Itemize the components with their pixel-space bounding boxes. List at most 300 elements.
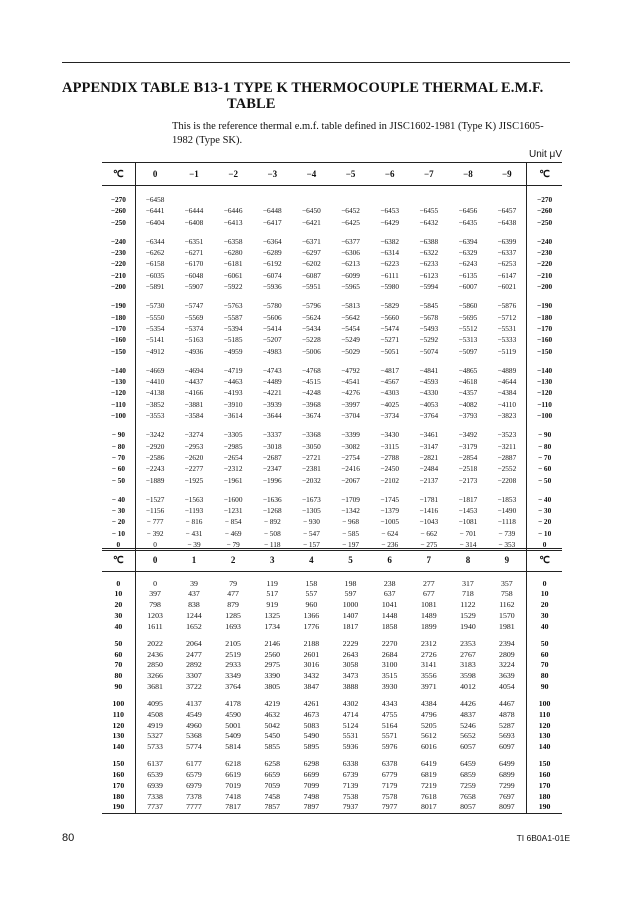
- temperature-cell: 40: [114, 621, 123, 631]
- emf-cell: −1156: [135, 505, 174, 516]
- emf-cell: 6057: [460, 742, 476, 751]
- emf-cell: −6358: [223, 236, 243, 246]
- emf-cell: −6453: [380, 206, 400, 216]
- emf-cell: −3274: [184, 430, 204, 440]
- group-spacer: [102, 357, 562, 365]
- emf-cell: −6322: [419, 248, 439, 258]
- emf-cell: 5124: [342, 720, 359, 730]
- temperature-cell: 120: [538, 720, 551, 730]
- emf-cell: −4912: [135, 346, 174, 357]
- emf-cell: −4303: [380, 388, 400, 398]
- emf-cell: −6280: [223, 248, 243, 258]
- emf-cell: −3305: [223, 430, 243, 440]
- emf-cell: 3598: [460, 671, 476, 680]
- emf-cell: 5652: [460, 731, 476, 741]
- emf-cell: 5450: [264, 731, 281, 741]
- header-cell-degree: ℃: [527, 163, 562, 186]
- emf-cell: 7897: [292, 802, 331, 813]
- emf-cell: −2312: [223, 464, 243, 474]
- temperature-cell: −190: [537, 301, 553, 311]
- temperature-cell: 150: [112, 759, 125, 769]
- emf-cell: 1122: [460, 600, 476, 609]
- temperature-cell: −270: [110, 195, 126, 204]
- temperature-cell: −120: [537, 388, 553, 398]
- emf-cell: − 392: [135, 528, 174, 539]
- temperature-cell: 150: [538, 759, 551, 769]
- emf-cell: 4012: [460, 681, 476, 691]
- emf-cell: −5994: [419, 282, 439, 292]
- temperature-cell: −160: [537, 335, 553, 345]
- emf-cell: −6233: [419, 259, 439, 269]
- emf-cell: 838: [188, 600, 200, 609]
- emf-cell: −1853: [488, 494, 527, 505]
- emf-cell: −5163: [184, 335, 204, 345]
- emf-cell: −4768: [302, 365, 321, 375]
- group-spacer: [102, 228, 562, 236]
- emf-cell: 2726: [421, 649, 437, 659]
- emf-cell: 6218: [225, 759, 241, 769]
- emf-cell: −6351: [184, 236, 204, 246]
- emf-cell: −4644: [488, 376, 527, 387]
- emf-cell: −3910: [223, 399, 243, 409]
- emf-cell: [253, 194, 292, 205]
- emf-cell: −2416: [341, 464, 360, 474]
- emf-cell: −4221: [262, 388, 282, 398]
- emf-cell: − 469: [224, 528, 242, 538]
- emf-cell: −3368: [302, 430, 321, 440]
- emf-cell: −4248: [302, 388, 321, 398]
- emf-cell: −1268: [262, 506, 282, 516]
- temperature-cell: −200: [537, 282, 553, 292]
- emf-cell: −6456: [458, 206, 478, 216]
- table-row: [102, 770, 562, 781]
- emf-cell: 5001: [225, 720, 241, 730]
- temperature-cell: −130: [537, 377, 553, 387]
- emf-cell: 2064: [186, 638, 202, 648]
- emf-cell: 4137: [186, 699, 202, 708]
- emf-cell: −5051: [380, 346, 400, 356]
- emf-cell: 7139: [342, 780, 359, 790]
- emf-cell: 7059: [264, 780, 281, 790]
- emf-cell: −6007: [458, 282, 478, 292]
- emf-cell: 5693: [488, 731, 527, 742]
- emf-cell: 758: [488, 589, 527, 600]
- emf-cell: 7498: [303, 791, 320, 801]
- emf-cell: 8097: [488, 802, 527, 813]
- emf-cell: −4463: [223, 377, 243, 387]
- emf-cell: 0: [135, 539, 174, 551]
- page-number: 80: [62, 832, 75, 844]
- temperature-cell: −250: [110, 217, 126, 227]
- emf-cell: 7458: [264, 791, 281, 801]
- emf-cell: −5845: [419, 301, 439, 311]
- temperature-cell: − 80: [537, 441, 552, 451]
- emf-cell: −6271: [184, 248, 204, 258]
- emf-cell: −3584: [184, 411, 204, 421]
- emf-cell: −2381: [302, 464, 321, 474]
- header-cell: 3: [253, 549, 292, 572]
- temperature-cell: −220: [110, 259, 126, 269]
- temperature-cell: −100: [110, 411, 126, 421]
- emf-cell: 919: [266, 600, 279, 609]
- emf-cell: −1193: [184, 506, 204, 516]
- header-cell-degree: ℃: [527, 549, 562, 572]
- emf-cell: 3639: [488, 671, 527, 682]
- emf-cell: 5368: [186, 731, 202, 741]
- temperature-cell: −130: [110, 377, 126, 387]
- temperature-cell: −240: [537, 236, 553, 246]
- table-row: [102, 600, 562, 611]
- emf-cell: 7857: [253, 802, 292, 813]
- emf-cell: 7219: [421, 780, 437, 790]
- emf-cell: −1781: [419, 494, 439, 504]
- emf-cell: −3997: [341, 399, 360, 409]
- emf-cell: −5695: [458, 312, 478, 322]
- temperature-cell: 0: [102, 539, 135, 551]
- emf-cell: [409, 194, 448, 205]
- emf-cell: −4515: [302, 377, 321, 387]
- temperature-cell: 140: [538, 742, 551, 751]
- emf-cell: −5747: [184, 301, 204, 311]
- temperature-cell: 130: [538, 731, 551, 741]
- emf-cell: 3930: [381, 681, 398, 691]
- emf-cell: −3492: [458, 430, 478, 440]
- table-row: [102, 365, 562, 376]
- emf-cell: −2277: [184, 464, 204, 474]
- emf-cell: −2586: [135, 452, 174, 463]
- emf-cell: −6253: [488, 258, 527, 269]
- emf-cell: 597: [344, 589, 357, 599]
- emf-cell: 1162: [488, 600, 527, 611]
- emf-cell: 7099: [303, 780, 320, 790]
- table-row: [102, 410, 562, 421]
- temperature-cell: − 70: [537, 452, 552, 462]
- emf-cell: 4467: [488, 699, 527, 710]
- emf-cell: 2560: [264, 649, 281, 659]
- emf-cell: 798: [135, 600, 174, 611]
- header-cell: −5: [331, 163, 370, 186]
- header-cell: 9: [488, 549, 527, 572]
- emf-cell: −4053: [419, 399, 439, 409]
- emf-cell: −6421: [302, 217, 321, 227]
- emf-cell: 6739: [342, 770, 359, 779]
- emf-cell: −5354: [135, 323, 174, 334]
- emf-cell: −3704: [341, 411, 360, 421]
- emf-cell: [292, 194, 331, 205]
- emf-cell: 6579: [186, 770, 202, 779]
- emf-cell: −2920: [135, 441, 174, 452]
- emf-cell: −6158: [135, 258, 174, 269]
- emf-cell: −2687: [262, 452, 282, 462]
- emf-cell: −6329: [458, 248, 478, 258]
- header-cell: −2: [214, 163, 253, 186]
- emf-cell: 437: [188, 589, 200, 599]
- group-spacer: [102, 186, 562, 195]
- emf-cell: 3349: [225, 671, 241, 680]
- emf-cell: − 314: [448, 539, 487, 551]
- emf-cell: −6192: [262, 259, 282, 269]
- header-cell: −6: [370, 163, 409, 186]
- emf-cell: 7378: [186, 791, 202, 801]
- emf-cell: −4410: [135, 376, 174, 387]
- emf-cell: 3224: [488, 660, 527, 671]
- emf-cell: −6364: [262, 236, 282, 246]
- emf-cell: [448, 194, 487, 205]
- emf-cell: 5409: [225, 731, 241, 741]
- table-row: [102, 710, 562, 721]
- temperature-cell: 30: [114, 610, 123, 620]
- emf-cell: −5434: [302, 323, 321, 333]
- emf-cell: 1366: [303, 610, 320, 620]
- emf-cell: 4426: [460, 699, 476, 708]
- emf-cell: −5141: [135, 334, 174, 345]
- temperature-cell: − 30: [537, 506, 552, 516]
- temperature-cell: 170: [538, 780, 551, 790]
- emf-cell: 3681: [135, 682, 174, 693]
- emf-cell: −6417: [262, 217, 282, 227]
- emf-cell: 2975: [264, 660, 281, 670]
- emf-cell: 6338: [342, 759, 359, 769]
- emf-cell: 3390: [264, 671, 281, 680]
- table-row: [102, 494, 562, 505]
- emf-cell: 7338: [135, 792, 174, 803]
- temperature-cell: 140: [112, 742, 125, 751]
- emf-cell: 3556: [421, 671, 437, 680]
- emf-cell: −3430: [380, 430, 400, 440]
- temperature-cell: −250: [537, 217, 553, 227]
- table-row: [102, 505, 562, 516]
- emf-cell: −5829: [380, 301, 400, 311]
- emf-cell: −6404: [135, 217, 174, 228]
- emf-cell: −3179: [458, 441, 478, 451]
- emf-cell: − 892: [263, 517, 281, 527]
- emf-cell: 4755: [381, 709, 398, 719]
- emf-cell: −5271: [380, 335, 400, 345]
- temperature-cell: −150: [110, 346, 126, 356]
- temperature-cell: −180: [110, 312, 126, 322]
- emf-cell: −1527: [135, 494, 174, 505]
- emf-cell: 3473: [342, 671, 359, 680]
- emf-cell: −3115: [380, 441, 399, 451]
- emf-cell: 5490: [303, 731, 320, 741]
- emf-cell: −6099: [341, 270, 360, 280]
- temperature-cell: − 20: [537, 517, 552, 527]
- emf-cell: − 547: [302, 528, 320, 538]
- emf-cell: −2450: [380, 464, 400, 474]
- temperature-cell: − 80: [111, 441, 126, 451]
- emf-cell: 4960: [186, 720, 202, 730]
- emf-cell: 5895: [303, 742, 320, 751]
- temperature-cell: −180: [537, 312, 553, 322]
- emf-cell: 4054: [488, 682, 527, 693]
- table-row: [102, 441, 562, 452]
- emf-cell: 4919: [135, 721, 174, 732]
- emf-cell: −3211: [488, 441, 527, 452]
- emf-cell: 2477: [186, 649, 202, 659]
- emf-cell: 6459: [460, 759, 476, 769]
- emf-cell: −2887: [488, 452, 527, 463]
- emf-cell: −4437: [184, 377, 204, 387]
- temperature-cell: −190: [110, 301, 126, 311]
- emf-cell: 6779: [381, 770, 398, 779]
- emf-cell: −6429: [380, 217, 400, 227]
- emf-cell: −3793: [458, 411, 478, 421]
- emf-cell: − 79: [214, 539, 253, 551]
- temperature-cell: 180: [112, 791, 125, 801]
- emf-cell: 2933: [225, 660, 241, 670]
- emf-cell: − 353: [488, 539, 527, 551]
- emf-cell: −6399: [488, 236, 527, 247]
- table-row: [102, 759, 562, 770]
- emf-cell: −4593: [419, 377, 439, 387]
- emf-cell: −5876: [488, 300, 527, 311]
- emf-cell: 5855: [264, 742, 281, 751]
- emf-cell: −4743: [262, 365, 282, 375]
- emf-cell: 2394: [488, 639, 527, 650]
- emf-cell: − 930: [302, 517, 320, 527]
- emf-cell: −5606: [262, 312, 282, 322]
- header-cell: −1: [174, 163, 213, 186]
- temperature-cell: −140: [110, 365, 126, 375]
- table-row: [102, 399, 562, 410]
- emf-cell: 477: [227, 589, 239, 599]
- header-cell: −7: [409, 163, 448, 186]
- emf-cell: − 662: [420, 528, 438, 538]
- emf-cell: −4817: [380, 365, 400, 375]
- document-code: TI 6B0A1-01E: [516, 833, 570, 843]
- table-row: [102, 236, 562, 247]
- table-row: [102, 802, 562, 813]
- emf-cell: −6021: [488, 281, 527, 292]
- emf-cell: −4384: [488, 387, 527, 398]
- emf-cell: − 275: [409, 539, 448, 551]
- emf-cell: 79: [229, 578, 237, 588]
- emf-cell: −6297: [302, 248, 321, 258]
- emf-cell: −1709: [341, 494, 360, 504]
- emf-cell: 4384: [421, 699, 437, 708]
- emf-cell: −1961: [223, 475, 243, 485]
- emf-cell: 6016: [421, 742, 437, 751]
- temperature-cell: 0: [116, 578, 121, 588]
- emf-cell: 7697: [488, 792, 527, 803]
- emf-cell: 158: [305, 578, 318, 588]
- emf-cell: −3147: [419, 441, 439, 451]
- emf-cell: 1529: [460, 610, 476, 620]
- header-cell: 5: [331, 549, 370, 572]
- emf-cell: 3888: [342, 681, 359, 691]
- emf-cell: −5313: [458, 335, 478, 345]
- emf-cell: −4792: [341, 365, 360, 375]
- emf-cell: − 816: [185, 517, 203, 527]
- emf-cell: −5474: [380, 323, 400, 333]
- emf-cell: 3722: [186, 681, 202, 691]
- emf-cell: −3337: [262, 430, 282, 440]
- emf-cell: 39: [190, 578, 198, 588]
- emf-cell: −5493: [419, 323, 439, 333]
- emf-cell: −6170: [184, 259, 204, 269]
- emf-cell: 7817: [214, 802, 253, 813]
- emf-cell: 6899: [488, 770, 527, 781]
- emf-cell: − 777: [135, 516, 174, 527]
- emf-cell: −4330: [419, 388, 439, 398]
- emf-cell: −5860: [458, 301, 478, 311]
- emf-cell: 1652: [186, 621, 202, 631]
- positive-emf-table: [102, 548, 562, 814]
- table-row: [102, 650, 562, 661]
- temperature-cell: 70: [540, 660, 549, 670]
- emf-cell: 7418: [225, 791, 241, 801]
- emf-cell: −2243: [135, 463, 174, 474]
- emf-cell: 1325: [264, 610, 281, 620]
- emf-cell: −6458: [135, 194, 174, 205]
- emf-cell: −6213: [341, 259, 360, 269]
- emf-cell: 6979: [186, 780, 202, 790]
- emf-cell: 7737: [135, 802, 174, 813]
- emf-cell: −6425: [341, 217, 360, 227]
- emf-cell: −4841: [419, 365, 439, 375]
- emf-cell: − 968: [342, 517, 359, 527]
- emf-cell: 5083: [303, 720, 320, 730]
- group-spacer: [102, 572, 562, 579]
- temperature-cell: 10: [114, 589, 123, 599]
- header-cell: −4: [292, 163, 331, 186]
- top-rule: [62, 62, 570, 63]
- emf-cell: −6446: [223, 206, 243, 216]
- emf-cell: −5006: [302, 346, 321, 356]
- emf-cell: −4567: [380, 377, 400, 387]
- emf-cell: −6448: [262, 206, 282, 216]
- emf-cell: −4138: [135, 387, 174, 398]
- emf-cell: −1745: [380, 494, 400, 504]
- emf-cell: 2601: [303, 649, 320, 659]
- emf-cell: −4959: [223, 346, 243, 356]
- emf-cell: − 739: [488, 528, 527, 539]
- emf-cell: −1673: [302, 494, 321, 504]
- emf-cell: 4673: [303, 709, 320, 719]
- emf-cell: 6137: [135, 759, 174, 770]
- temperature-cell: 160: [538, 770, 551, 779]
- emf-cell: 3805: [264, 681, 281, 691]
- emf-cell: 3764: [225, 681, 241, 691]
- temperature-cell: 170: [112, 780, 125, 790]
- emf-cell: 517: [266, 589, 279, 599]
- emf-cell: −1453: [458, 506, 478, 516]
- emf-cell: 1407: [342, 610, 359, 620]
- temperature-cell: 110: [112, 709, 124, 719]
- emf-cell: 2684: [381, 649, 398, 659]
- emf-cell: 1081: [421, 600, 437, 609]
- emf-cell: −6413: [223, 217, 243, 227]
- emf-cell: −2985: [223, 441, 243, 451]
- emf-cell: 2353: [460, 638, 476, 648]
- emf-cell: 4714: [342, 709, 359, 719]
- emf-cell: −5550: [135, 312, 174, 323]
- emf-cell: 1244: [186, 610, 202, 620]
- emf-cell: −6181: [223, 259, 243, 269]
- table-header-row: [102, 163, 562, 186]
- emf-cell: 7259: [460, 780, 476, 790]
- table-row: [102, 792, 562, 803]
- title-line-1: APPENDIX TABLE B13-1 TYPE K THERMOCOUPLE THERMAL E.M.F.: [62, 80, 544, 96]
- emf-cell: 7019: [225, 780, 241, 790]
- emf-cell: −4025: [380, 399, 400, 409]
- group-spacer: [102, 292, 562, 300]
- temperature-cell: − 20: [111, 517, 126, 527]
- temperature-cell: − 60: [111, 464, 126, 474]
- emf-cell: − 39: [174, 539, 213, 551]
- emf-cell: −2137: [419, 475, 439, 485]
- emf-cell: 960: [305, 600, 318, 609]
